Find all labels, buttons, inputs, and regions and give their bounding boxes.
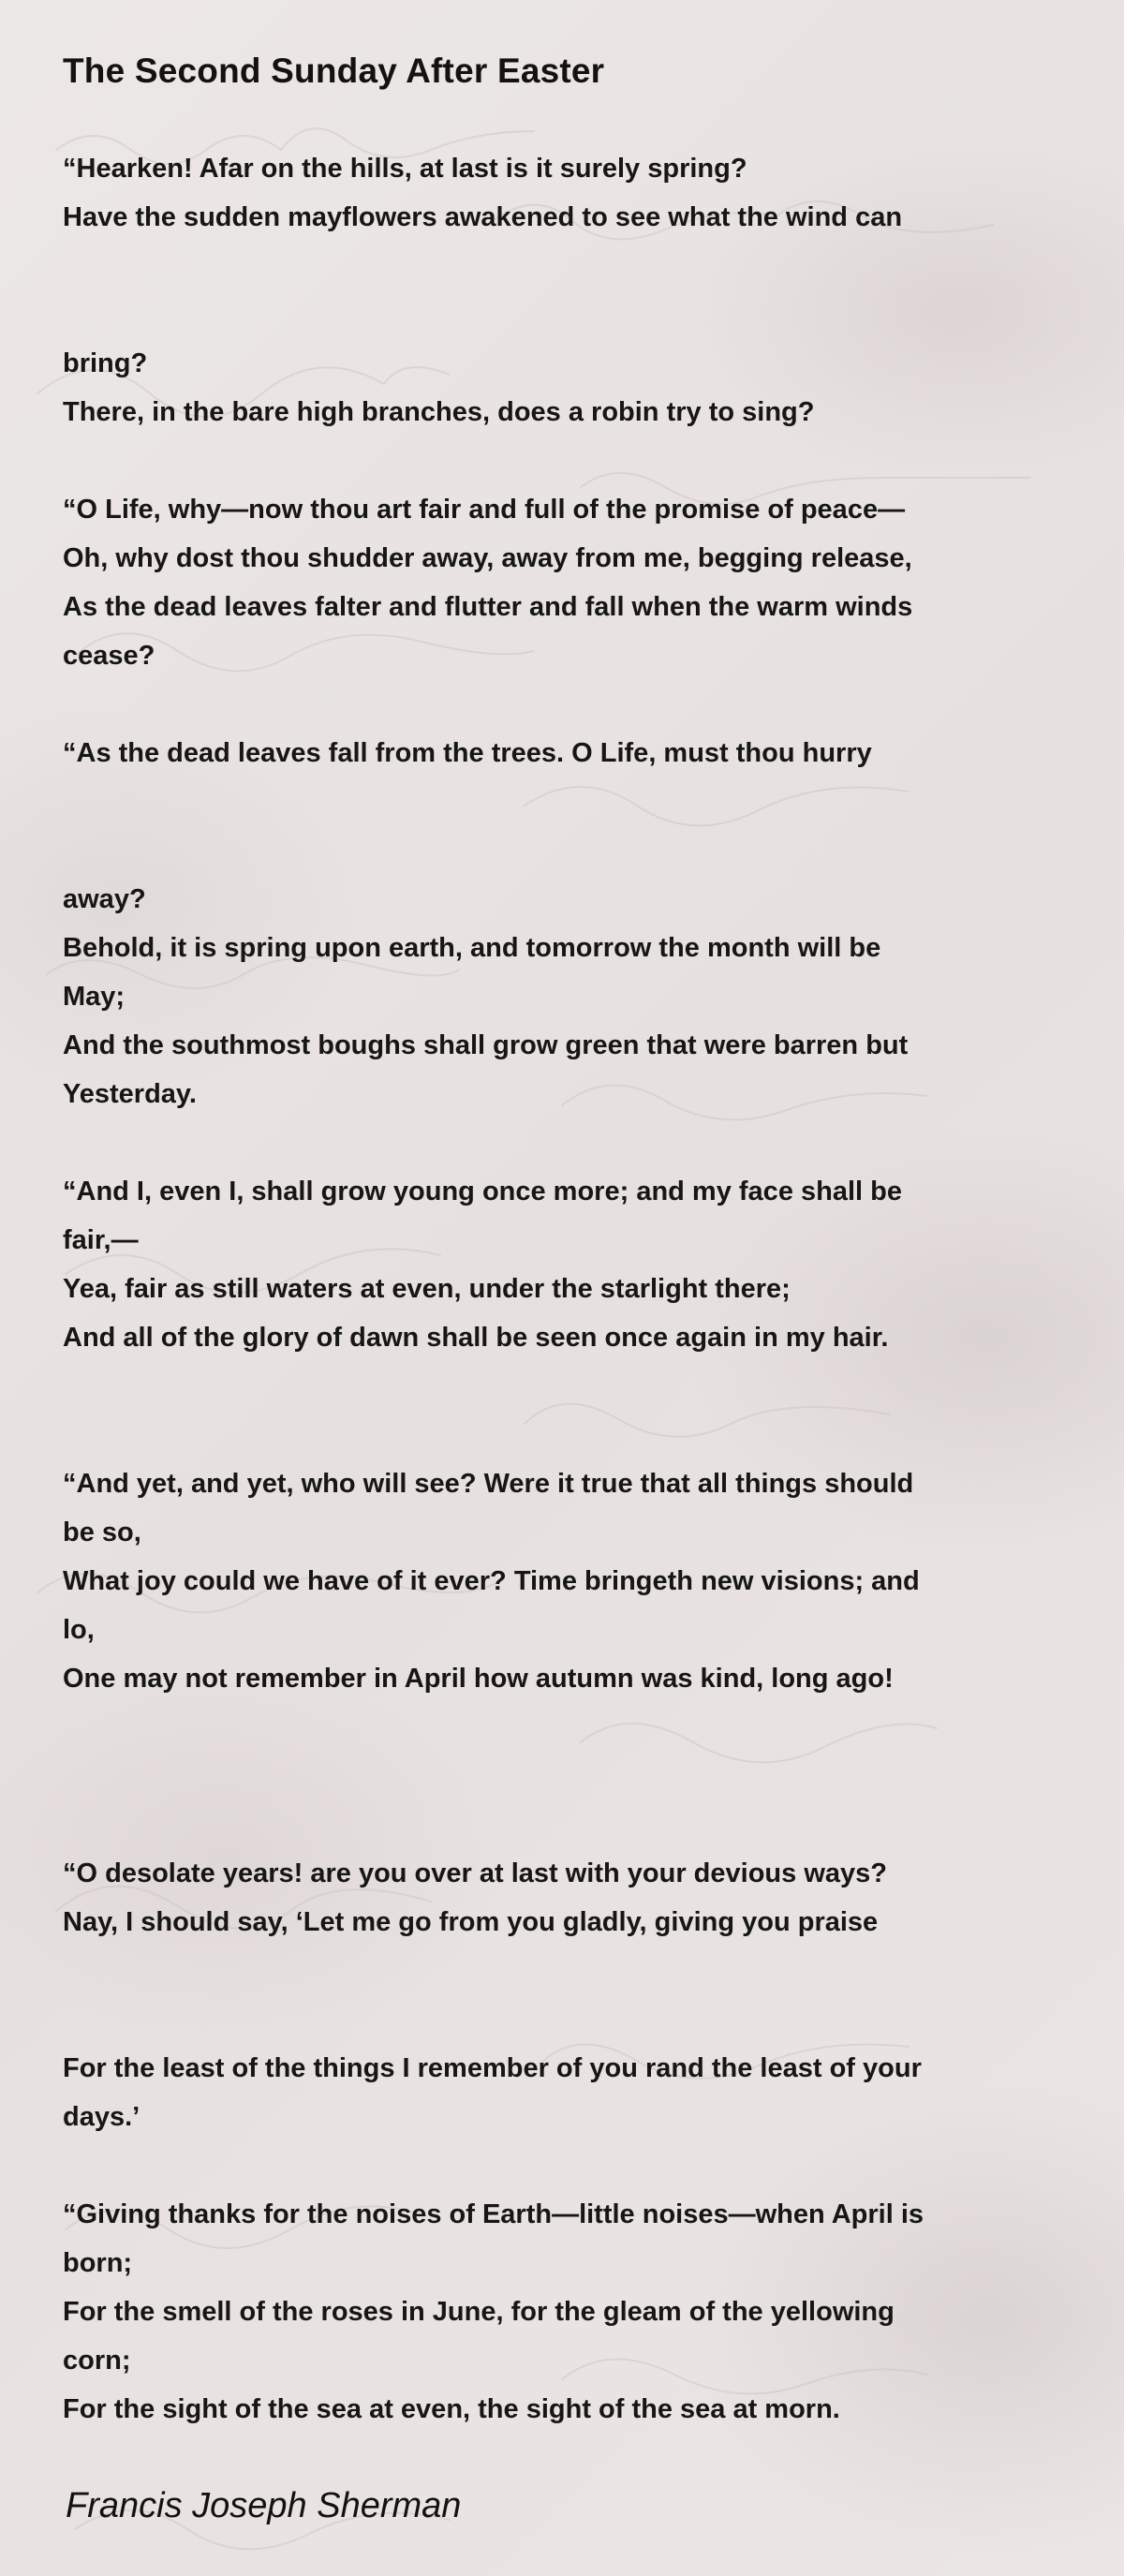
poem-blank-line — [63, 1703, 1056, 1752]
poem-blank-line — [63, 1947, 1056, 1995]
poem-line: One may not remember in April how autumn was kind, long ago! — [63, 1664, 894, 1694]
poem-line: Behold, it is spring upon earth, and tomorrow the month will be — [63, 933, 881, 963]
poem-blank-line — [63, 826, 1056, 875]
poem-line: For the sight of the sea at even, the sight of the sea at morn. — [63, 2394, 840, 2424]
poem-line: And all of the glory of dawn shall be seen once again in my hair. — [63, 1323, 889, 1353]
poem-line: “Hearken! Afar on the hills, at last is it surely spring? — [63, 154, 747, 184]
poem-line: And the southmost boughs shall grow green that were barren but — [63, 1030, 909, 1060]
poem-blank-line — [63, 1800, 1056, 1849]
poem-line: “And yet, and yet, who will see? Were it true that all things should — [63, 1469, 914, 1499]
poem-line: For the least of the things I remember of you rand the least of your — [63, 2053, 922, 2083]
poem-line: “O desolate years! are you over at last with your devious ways? — [63, 1858, 887, 1888]
poem-blank-line — [63, 1995, 1056, 2044]
poem-line: Yesterday. — [63, 1079, 197, 1109]
poem-line: lo, — [63, 1615, 95, 1645]
poem-blank-line — [63, 777, 1056, 826]
poem-blank-line — [63, 1362, 1056, 1411]
poem-blank-line — [63, 1411, 1056, 1459]
poem-line: born; — [63, 2248, 133, 2278]
poem-line: Nay, I should say, ‘Let me go from you gladly, giving you praise — [63, 1907, 879, 1937]
poem-line: bring? — [63, 348, 148, 378]
poem-blank-line — [63, 290, 1056, 339]
poem-line: There, in the bare high branches, does a robin try to sing? — [63, 397, 815, 427]
poem-line: “As the dead leaves fall from the trees. O Life, must thou hurry — [63, 738, 872, 768]
poem-container — [63, 49, 1056, 2424]
poem-line: “O Life, why—now thou art fair and full of the promise of peace— — [63, 495, 906, 525]
poem-line: “And I, even I, shall grow young once more; and my face shall be — [63, 1177, 902, 1207]
poem-line: As the dead leaves falter and flutter and fall when the warm winds — [63, 592, 913, 622]
poem-author: Francis Joseph Sherman — [66, 2486, 462, 2525]
poem-blank-line — [63, 2141, 1056, 2190]
poem-line: Have the sudden mayflowers awakened to see what the wind can — [63, 202, 903, 232]
poem-line: be so, — [63, 1517, 141, 1547]
poem-line: For the smell of the roses in June, for the gleam of the yellowing — [63, 2297, 895, 2327]
poem-blank-line — [63, 1752, 1056, 1800]
poem-body — [63, 144, 1056, 2434]
poem-blank-line — [63, 437, 1056, 485]
poem-line: away? — [63, 884, 146, 914]
poem-blank-line — [63, 242, 1056, 290]
poem-blank-line — [63, 680, 1056, 729]
poem-line: May; — [63, 982, 126, 1012]
poem-line: “Giving thanks for the noises of Earth—little noises—when April is — [63, 2199, 924, 2229]
poem-line: Oh, why dost thou shudder away, away from me, begging release, — [63, 543, 912, 573]
poem-line: corn; — [63, 2346, 131, 2376]
poem-line: fair,— — [63, 1225, 139, 1255]
poem-line: days.’ — [63, 2102, 140, 2132]
poem-line: What joy could we have of it ever? Time bringeth new visions; and — [63, 1566, 920, 1596]
poem-line: cease? — [63, 641, 155, 671]
poem-title: The Second Sunday After Easter — [63, 52, 605, 90]
poem-blank-line — [63, 1118, 1056, 1167]
poem-line: Yea, fair as still waters at even, under the starlight there; — [63, 1274, 791, 1304]
